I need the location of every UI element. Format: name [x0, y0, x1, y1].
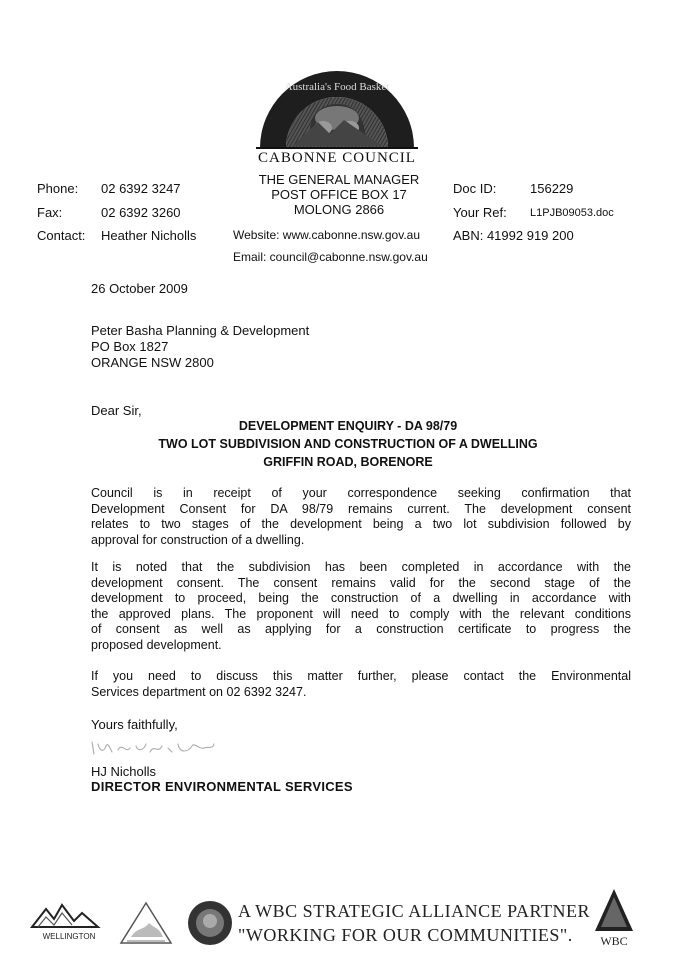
address-line-1: THE GENERAL MANAGER	[258, 172, 420, 187]
paragraph-line: development to proceed, being the construction of a dwelling in accordance with	[91, 591, 631, 605]
council-address-block	[228, 172, 450, 217]
paragraph-line: If you need to discuss this matter further, please contact the Environmental	[91, 669, 631, 683]
wellington-label: WELLINGTON	[42, 932, 96, 941]
paragraph-line: relates to two stages of the development being a two lot subdivision followed by	[91, 517, 631, 531]
phone-value: 02 6392 3247	[101, 181, 181, 196]
paragraph-line: Council is in receipt of your correspondence seeking confirmation that	[91, 486, 631, 500]
paragraph-line: It is noted that the subdivision has been completed in accordance with the	[91, 560, 631, 574]
signatory-title: DIRECTOR ENVIRONMENTAL SERVICES	[91, 779, 353, 794]
handwritten-signature	[88, 734, 218, 762]
paragraph-line: Development Consent for DA 98/79 remains current. The development consent	[91, 501, 631, 516]
wbc-logo	[589, 887, 639, 949]
doc-id-value: 156229	[530, 181, 574, 196]
abn-line: ABN: 41992 919 200	[453, 228, 574, 243]
letter-date: 26 October 2009	[91, 281, 188, 296]
subject-line-1: DEVELOPMENT ENQUIRY - DA 98/79	[238, 419, 458, 433]
your-ref-label: Your Ref:	[453, 205, 507, 220]
paragraph-line: development consent. The consent remains valid for the second stage of the	[91, 575, 631, 590]
subject-heading	[80, 417, 616, 471]
partner-council-logo	[113, 897, 179, 947]
recipient-line-2: PO Box 1827	[91, 339, 169, 354]
subject-line-3: GRIFFIN ROAD, BORENORE	[263, 455, 433, 469]
wbc-label: WBC	[600, 934, 628, 948]
body-paragraph-3	[91, 669, 631, 700]
alliance-banner	[238, 899, 590, 947]
banner-line-2: "WORKING FOR OUR COMMUNITIES".	[238, 925, 573, 945]
paragraph-line: of consent as well as applying for a construction certificate to progress the	[91, 622, 631, 636]
salutation: Dear Sir,	[91, 403, 142, 418]
body-paragraph-2	[91, 560, 631, 653]
body-paragraph-1	[91, 486, 631, 548]
fax-value: 02 6392 3260	[101, 205, 181, 220]
address-line-2: POST OFFICE BOX 17	[271, 187, 407, 202]
website-line: Website: www.cabonne.nsw.gov.au	[233, 228, 420, 242]
svg-text:Australia's Food Basket: Australia's Food Basket	[284, 81, 390, 93]
contact-label: Contact:	[37, 228, 86, 243]
banner-line-1: A WBC STRATEGIC ALLIANCE PARTNER	[238, 901, 590, 921]
cabonne-council-logo	[248, 38, 426, 168]
phone-label: Phone:	[37, 181, 79, 196]
cabonne-footer-logo	[180, 897, 240, 947]
paragraph-line: proposed development.	[91, 637, 222, 652]
recipient-line-3: ORANGE NSW 2800	[91, 355, 214, 370]
closing: Yours faithfully,	[91, 717, 178, 732]
paragraph-line: approval for construction of a dwelling.	[91, 532, 305, 547]
address-line-3: MOLONG 2866	[293, 202, 385, 217]
email-line: Email: council@cabonne.nsw.gov.au	[233, 250, 428, 264]
your-ref-value: L1PJB09053.doc	[530, 207, 614, 219]
council-name: CABONNE COUNCIL	[258, 150, 416, 166]
recipient-address	[91, 323, 309, 371]
contact-value: Heather Nicholls	[101, 228, 197, 243]
wellington-council-logo	[28, 897, 110, 945]
paragraph-line: Services department on 02 6392 3247.	[91, 684, 307, 699]
fax-label: Fax:	[37, 205, 63, 220]
paragraph-line: the approved plans. The proponent will need to comply with the relevant conditions	[91, 606, 631, 621]
subject-line-2: TWO LOT SUBDIVISION AND CONSTRUCTION OF A DWELLING	[158, 437, 538, 451]
signatory-name: HJ Nicholls	[91, 764, 157, 779]
recipient-line-1: Peter Basha Planning & Development	[91, 323, 310, 338]
doc-id-label: Doc ID:	[453, 181, 497, 196]
